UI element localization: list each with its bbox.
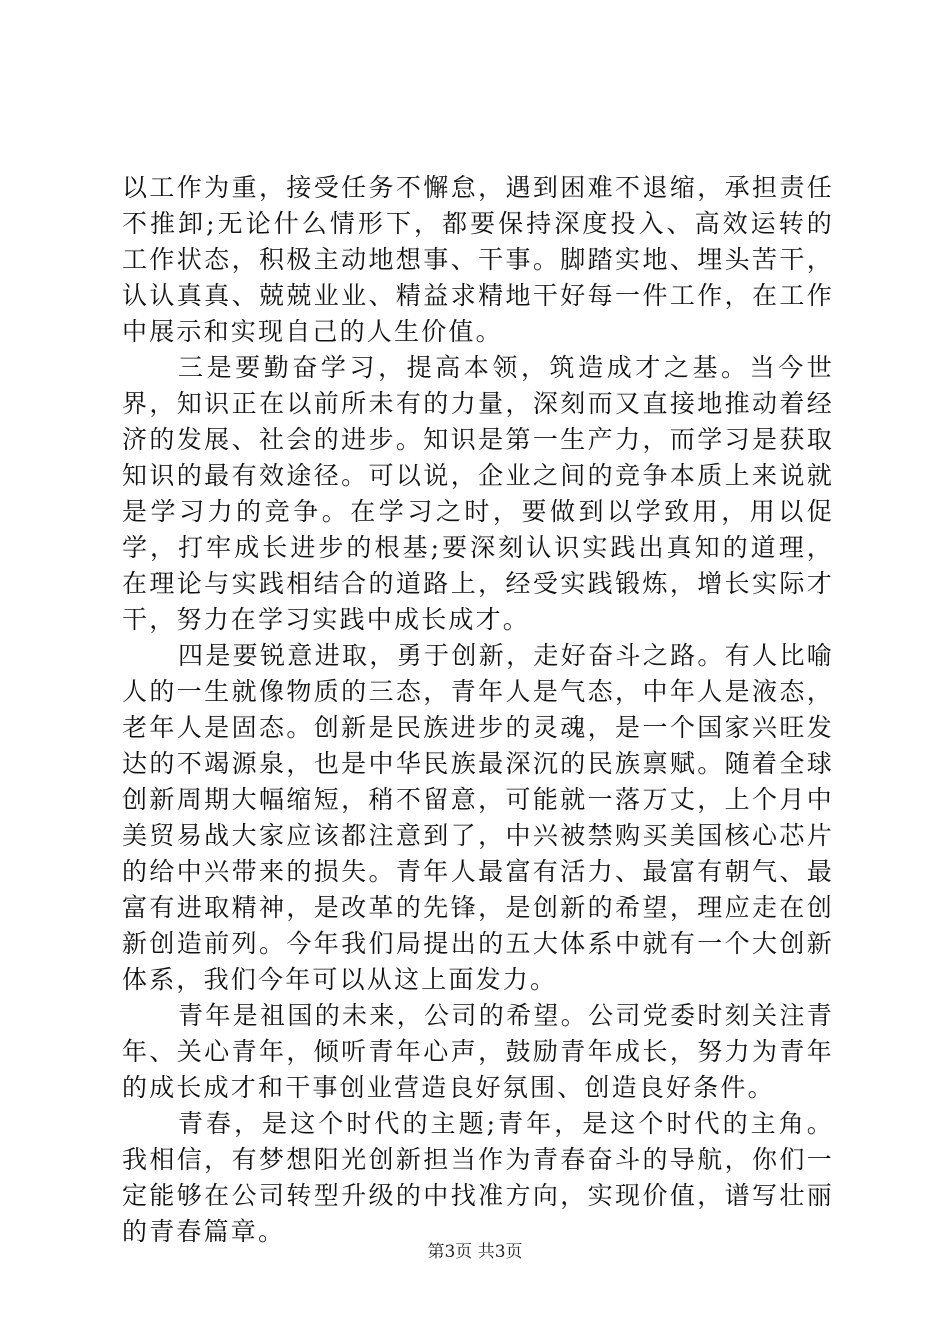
paragraph-youth-future: 青年是祖国的未来，公司的希望。公司党委时刻关注青年、关心青年，倾听青年心声，鼓励青年成长，努力为青年的成长成才和干事创业营造良好氛围、创造良好条件。 (122, 1001, 834, 1102)
paragraph-study: 三是要勤奋学习，提高本领，筑造成才之基。当今世界，知识正在以前所未有的力量，深刻而又直接地推动着经济的发展、社会的进步。知识是第一生产力，而学习是获取知识的最有效途径。可以说，企业之间的竞争本质上来说就是学习力的竞争。在学习之时，要做到以学致用，用以促学，打牢成长进步的根基;要深刻认识实践出真知的道理，在理论与实践相结合的道路上，经受实践锻炼，增长实际才干，努力在学习实践中成长成才。 (122, 353, 834, 634)
paragraph-innovation: 四是要锐意进取，勇于创新，走好奋斗之路。有人比喻人的一生就像物质的三态，青年人是气态，中年人是液态，老年人是固态。创新是民族进步的灵魂，是一个国家兴旺发达的不竭源泉，也是中华民族最深沉的民族禀赋。随着全球创新周期大幅缩短，稍不留意，可能就一落万丈，上个月中美贸易战大家应该都注意到了，中兴被禁购买美国核心芯片的给中兴带来的损失。青年人最富有活力、最富有朝气、最富有进取精神，是改革的先锋，是创新的希望，理应走在创新创造前列。今年我们局提出的五大体系中就有一个大创新体系，我们今年可以从这上面发力。 (122, 641, 834, 994)
paragraph-continuation: 以工作为重，接受任务不懈怠，遇到困难不退缩，承担责任不推卸;无论什么情形下，都要保持深度投入、高效运转的工作状态，积极主动地想事、干事。脚踏实地、埋头苦干，认认真真、兢兢业业、精益求精地干好每一件工作，在工作中展示和实现自己的人生价值。 (122, 173, 834, 346)
paragraph-youth-era: 青春，是这个时代的主题;青年，是这个时代的主角。我相信，有梦想阳光创新担当作为青春奋斗的导航，你们一定能够在公司转型升级的中找准方向，实现价值，谱写壮丽的青春篇章。 (122, 1109, 834, 1246)
document-body (122, 170, 834, 1250)
page-number-footer: 第3页 共3页 (427, 1242, 523, 1262)
